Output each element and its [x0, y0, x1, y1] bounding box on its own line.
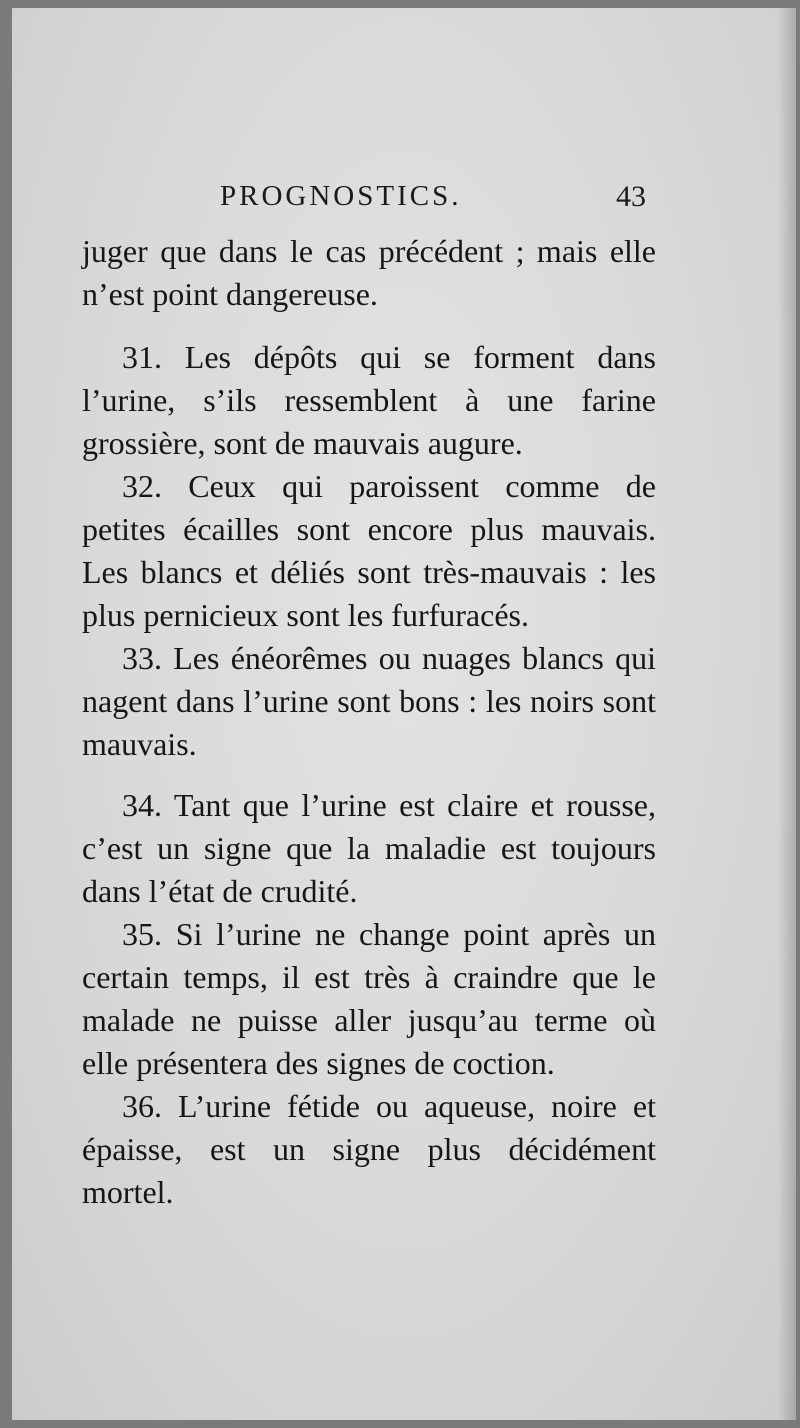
paragraph-35: 35. Si l’urine ne change point après un certain temps, il est très à craindre que le malade ne puisse aller jusqu’au terme où elle présentera des signes de coction.: [82, 916, 656, 1081]
paragraph-32: 32. Ceux qui paroissent comme de petites écailles sont encore plus mauvais. Les blancs et déliés sont très-mauvais : les plus pernicieux sont les furfuracés.: [82, 468, 656, 633]
book-page: [12, 8, 796, 1420]
paragraph-34: 34. Tant que l’urine est claire et rousse, c’est un signe que la maladie est toujours dans l’état de crudité.: [82, 787, 656, 909]
body-text: [82, 230, 656, 1214]
paragraph-31: 31. Les dépôts qui se forment dans l’urine, s’ils ressemblent à une farine grossière, sont de mauvais augure.: [82, 339, 656, 461]
page-header: [12, 180, 796, 230]
page-number: 43: [616, 180, 646, 213]
running-title: PROGNOSTICS.: [220, 180, 462, 212]
paragraph-36: 36. L’urine fétide ou aqueuse, noire et épaisse, est un signe plus décidément mortel.: [82, 1088, 656, 1210]
paragraph-continuation: juger que dans le cas précédent ; mais elle n’est point dangereuse.: [82, 233, 656, 312]
paragraph-33: 33. Les énéorêmes ou nuages blancs qui nagent dans l’urine sont bons : les noirs sont mauvais.: [82, 640, 656, 762]
